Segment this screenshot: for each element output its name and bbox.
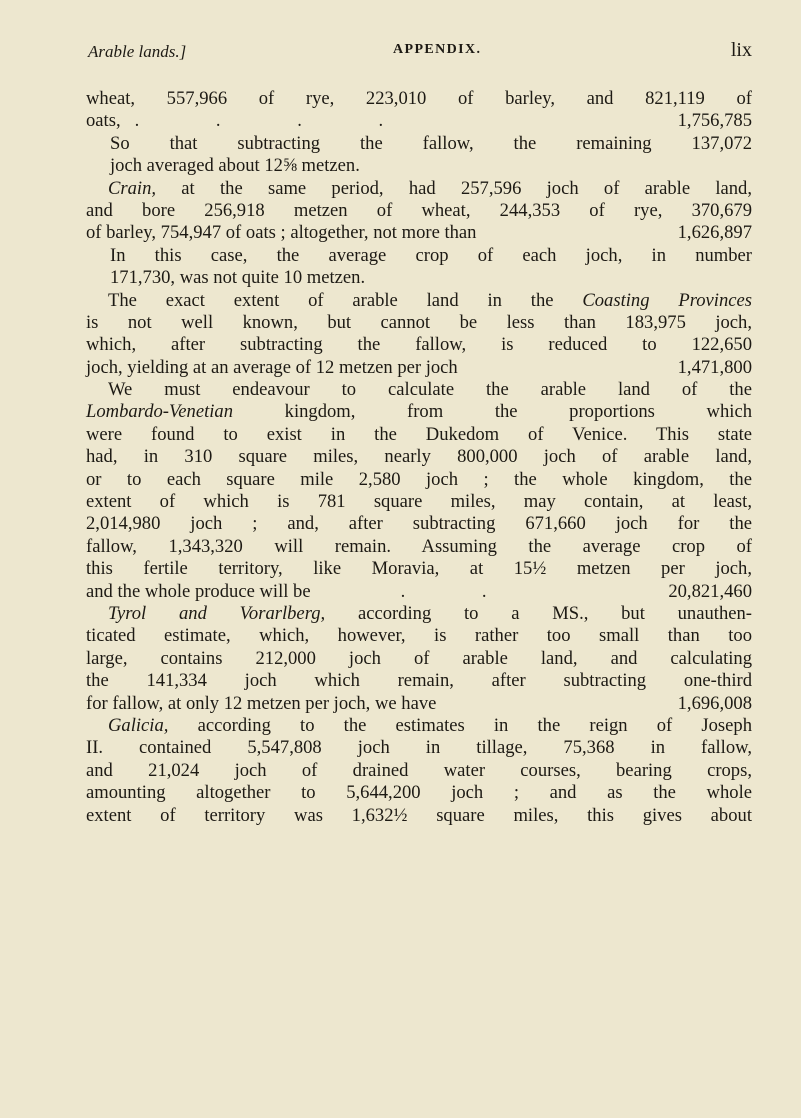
text-line: this fertile territory, like Moravia, at 15½ metzen per joch, [86, 558, 752, 580]
total-figure: 1,471,800 [677, 356, 752, 378]
text-line: fallow, 1,343,320 will remain. Assuming the average crop of [86, 535, 752, 557]
leader-dots: . . . . [134, 110, 420, 132]
text-line: The exact extent of arable land in the Coasting Provinces [108, 289, 752, 311]
chapter-title: APPENDIX. [393, 42, 482, 57]
text-line: extent of which is 781 square miles, may contain, at least, [86, 491, 752, 513]
region-name: Lombardo-Venetian [86, 401, 234, 423]
text-line: Tyrol and Vorarlberg, according to a MS., but unauthen- [108, 602, 752, 624]
total-figure: 1,626,897 [677, 222, 752, 244]
text-line: had, in 310 square miles, nearly 800,000 joch of arable land, [86, 446, 752, 468]
page-body [86, 88, 752, 827]
leader-dots: . . [400, 580, 523, 602]
tabulated-line [86, 581, 752, 603]
text-line: Lombardo-Venetian kingdom, from the proportions which [86, 401, 752, 423]
region-name: Coasting Provinces [582, 289, 752, 311]
region-name: Tyrol and Vorarlberg, [108, 602, 326, 624]
text-line: and bore 256,918 metzen of wheat, 244,353 of rye, 370,679 [86, 199, 752, 221]
tabulated-line [86, 222, 752, 244]
text-segment: of barley, 754,947 of oats ; altogether, not more than [86, 222, 477, 244]
text-line: amounting altogether to 5,644,200 joch ; and as the whole [86, 782, 752, 804]
text-segment: oats, . . . . [86, 110, 420, 132]
text-line: Galicia, according to the estimates in the reign of Joseph [108, 714, 752, 736]
text-segment: joch, yielding at an average of 12 metzen per joch [86, 356, 458, 378]
tabulated-line [86, 357, 752, 379]
text-line: 2,014,980 joch ; and, after subtracting 671,660 joch for the [86, 513, 752, 535]
text-line: Crain, at the same period, had 257,596 joch of arable land, [108, 177, 752, 199]
text-segment: and the whole produce will be . . [86, 580, 523, 602]
text-line: large, contains 212,000 joch of arable land, and calculating [86, 647, 752, 669]
text-line: joch averaged about 12⅝ metzen. [110, 155, 360, 177]
total-figure: 1,696,008 [677, 692, 752, 714]
text-line: which, after subtracting the fallow, is reduced to 122,650 [86, 334, 752, 356]
text-line: extent of territory was 1,632½ square miles, this gives about [86, 804, 752, 826]
text-line: the 141,334 joch which remain, after subtracting one-third [86, 670, 752, 692]
text-line: wheat, 557,966 of rye, 223,010 of barley, and 821,119 of [86, 88, 752, 109]
text-line: were found to exist in the Dukedom of Venice. This state [86, 423, 752, 445]
section-title: Arable lands.] [88, 42, 187, 61]
page-number: lix [730, 39, 752, 61]
text-line: 171,730, was not quite 10 metzen. [110, 267, 366, 289]
region-name: Crain, [108, 177, 157, 199]
running-header [88, 39, 752, 66]
text-line: ticated estimate, which, however, is rather too small than too [86, 625, 752, 647]
text-line: So that subtracting the fallow, the remaining 137,072 [110, 132, 752, 154]
text-segment: for fallow, at only 12 metzen per joch, we have [86, 692, 437, 714]
text-line: II. contained 5,547,808 joch in tillage, 75,368 in fallow, [86, 737, 752, 759]
tabulated-line [86, 693, 752, 715]
text-line: We must endeavour to calculate the arable land of the [108, 379, 752, 401]
tabulated-line [86, 110, 752, 132]
total-figure: 20,821,460 [668, 580, 752, 602]
text-line: is not well known, but cannot be less than 183,975 joch, [86, 311, 752, 333]
region-name: Galicia, [108, 714, 169, 736]
text-line: and 21,024 joch of drained water courses, bearing crops, [86, 759, 752, 781]
text-line: In this case, the average crop of each joch, in number [110, 244, 752, 266]
total-figure: 1,756,785 [677, 110, 752, 132]
text-line: or to each square mile 2,580 joch ; the whole kingdom, the [86, 468, 752, 490]
